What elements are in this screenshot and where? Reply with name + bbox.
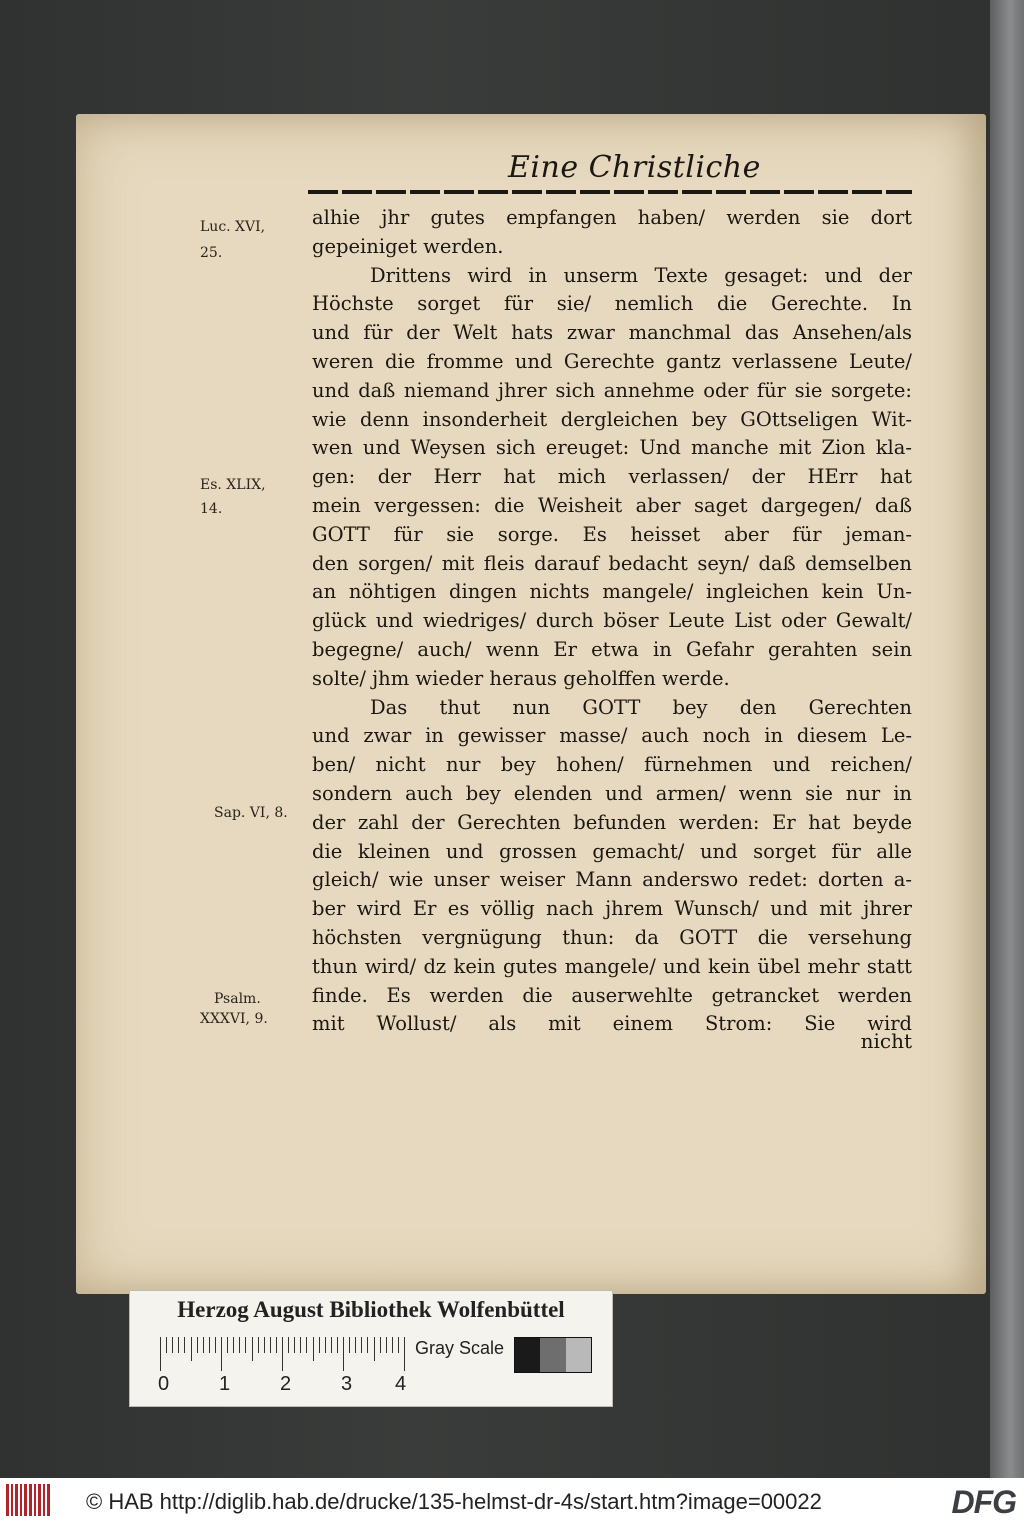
ruler-tick (294, 1337, 295, 1353)
margin-note: Luc. XVI, (200, 219, 266, 235)
ruler-tick (313, 1337, 314, 1361)
ruler-tick (191, 1337, 192, 1361)
text-line: ben/ nicht nur bey hohen/ fürnehmen und reichen/ (312, 753, 912, 777)
ruler-tick (245, 1337, 246, 1353)
ruler-number: 0 (158, 1373, 170, 1395)
text-line: ber wird Er es völlig nach jhrem Wunsch/ und mit jhrer (312, 897, 912, 921)
text-line: GOTT für sie sorge. Es heisset aber für jeman- (312, 522, 912, 546)
ruler-tick (209, 1337, 210, 1353)
body-text (312, 204, 912, 1039)
text-line: und daß niemand jhrer sich annehme oder für sie sorgete: (312, 378, 912, 402)
ruler-tick (343, 1337, 344, 1371)
copyright-link[interactable]: © HAB http://diglib.hab.de/drucke/135-helmst-dr-4s/start.htm?image=00022 (86, 1489, 822, 1514)
ruler-tick (288, 1337, 289, 1353)
catchword: nicht (860, 1029, 912, 1053)
text-line: alhie jhr gutes empfangen haben/ werden sie dort (312, 206, 912, 229)
hab-logo-icon (6, 1484, 50, 1516)
text-line: gleich/ wie unser weiser Mann anderswo redet: dorten a- (312, 868, 912, 892)
ruler-tick (276, 1337, 277, 1353)
ruler-tick (355, 1337, 356, 1353)
ruler-tick (392, 1337, 393, 1353)
text-line: begegne/ auch/ wenn Er etwa in Gefahr gerahten sein (312, 637, 912, 661)
margin-note: Psalm. (214, 991, 261, 1007)
text-line: den sorgen/ mit fleis darauf bedacht seyn/ daß demselben (312, 551, 912, 575)
ruler-tick (349, 1337, 350, 1353)
gray-swatch-mid (540, 1338, 565, 1372)
ruler-tick (361, 1337, 362, 1353)
ruler-number: 4 (395, 1373, 407, 1395)
ruler-tick (264, 1337, 265, 1353)
ruler-tick (386, 1337, 387, 1353)
gray-scale-label: Gray Scale (415, 1338, 505, 1358)
ruler-tick (270, 1337, 271, 1353)
scanner-edge (990, 0, 1024, 1478)
text-line: sondern auch bey elenden und armen/ wenn sie nur in (312, 781, 912, 805)
ruler-tick (172, 1337, 173, 1353)
text-line: an nöhtigen dingen nichts mangele/ ingleichen kein Un- (312, 580, 912, 604)
ruler-tick (227, 1337, 228, 1353)
text-line: solte/ jhm wieder heraus geholffen werde. (312, 666, 730, 690)
margin-note: Sap. VI, 8. (214, 805, 288, 821)
text-line: gepeiniget werden. (312, 234, 504, 258)
text-line: thun wird/ dz kein gutes mangele/ und kein übel mehr statt (312, 954, 912, 978)
ruler-tick (221, 1337, 222, 1371)
ruler-tick (203, 1337, 204, 1353)
ruler-tick (404, 1337, 405, 1371)
ruler-tick (374, 1337, 375, 1361)
text-line: und für der Welt hats zwar manchmal das Ansehen/als (312, 321, 912, 345)
ruler-tick (258, 1337, 259, 1353)
ruler-tick (380, 1337, 381, 1353)
gray-scale-swatches (514, 1337, 592, 1373)
gray-swatch-dark (515, 1338, 540, 1372)
measurement-ruler (160, 1337, 408, 1371)
ruler-number: 3 (341, 1373, 353, 1395)
text-line: Das thut nun GOTT bey den Gerechten (370, 695, 912, 719)
text-line: mein vergessen: die Weisheit aber saget dargegen/ daß (312, 493, 912, 517)
header-rule (308, 190, 912, 194)
ruler-tick (367, 1337, 368, 1353)
footer-bar (0, 1478, 1024, 1523)
margin-note: 14. (200, 501, 223, 517)
gray-swatch-light (566, 1338, 591, 1372)
text-line: mit Wollust/ als mit einem Strom: Sie wird (312, 1012, 912, 1036)
running-head: Eine Christliche (508, 150, 761, 185)
text-line: höchsten vergnügung thun: da GOTT die versehung (312, 925, 912, 949)
text-line: Höchste sorget für sie/ nemlich die Gerechte. In (312, 292, 912, 316)
ruler-tick (306, 1337, 307, 1353)
card-title: Herzog August Bibliothek Wolfenbüttel (177, 1297, 565, 1322)
text-line: Drittens wird in unserm Texte gesaget: und der (370, 263, 912, 287)
text-line: gen: der Herr hat mich verlassen/ der HErr hat (312, 465, 912, 489)
ruler-tick (282, 1337, 283, 1371)
ruler-number: 2 (280, 1373, 292, 1395)
margin-note: 25. (200, 245, 223, 261)
ruler-tick (239, 1337, 240, 1353)
ruler-tick (233, 1337, 234, 1353)
ruler-tick (331, 1337, 332, 1353)
ruler-number: 1 (219, 1373, 231, 1395)
text-line: glück und wiedriges/ durch böser Leute List oder Gewalt/ (312, 609, 912, 633)
text-line: wie denn insonderheit dergleichen bey GOttseligen Wit- (312, 407, 912, 431)
text-line: finde. Es werden die auserwehlte getrancket werden (312, 983, 912, 1007)
text-line: wen und Weysen sich ereuget: Und manche mit Zion kla- (312, 436, 912, 460)
ruler-tick (215, 1337, 216, 1353)
ruler-tick (319, 1337, 320, 1353)
color-reference-card (129, 1290, 613, 1407)
ruler-tick (398, 1337, 399, 1353)
ruler-tick (300, 1337, 301, 1353)
text-line: und zwar in gewisser masse/ auch noch in diesem Le- (312, 724, 912, 748)
ruler-tick (197, 1337, 198, 1353)
ruler-tick (178, 1337, 179, 1353)
ruler-tick (252, 1337, 253, 1361)
text-line: weren die fromme und Gerechte gantz verlassene Leute/ (312, 349, 912, 373)
ruler-tick (184, 1337, 185, 1353)
margin-note: Es. XLIX, (200, 477, 266, 493)
text-line: der zahl der Gerechten befunden werden: Er hat beyde (312, 810, 912, 834)
ruler-tick (160, 1337, 161, 1371)
ruler-tick (166, 1337, 167, 1353)
dfg-logo: DFG (951, 1484, 1016, 1520)
text-line: die kleinen und grossen gemacht/ und sorget für alle (312, 839, 912, 863)
ruler-tick (337, 1337, 338, 1353)
ruler-tick (325, 1337, 326, 1353)
margin-note: XXXVI, 9. (200, 1011, 268, 1027)
